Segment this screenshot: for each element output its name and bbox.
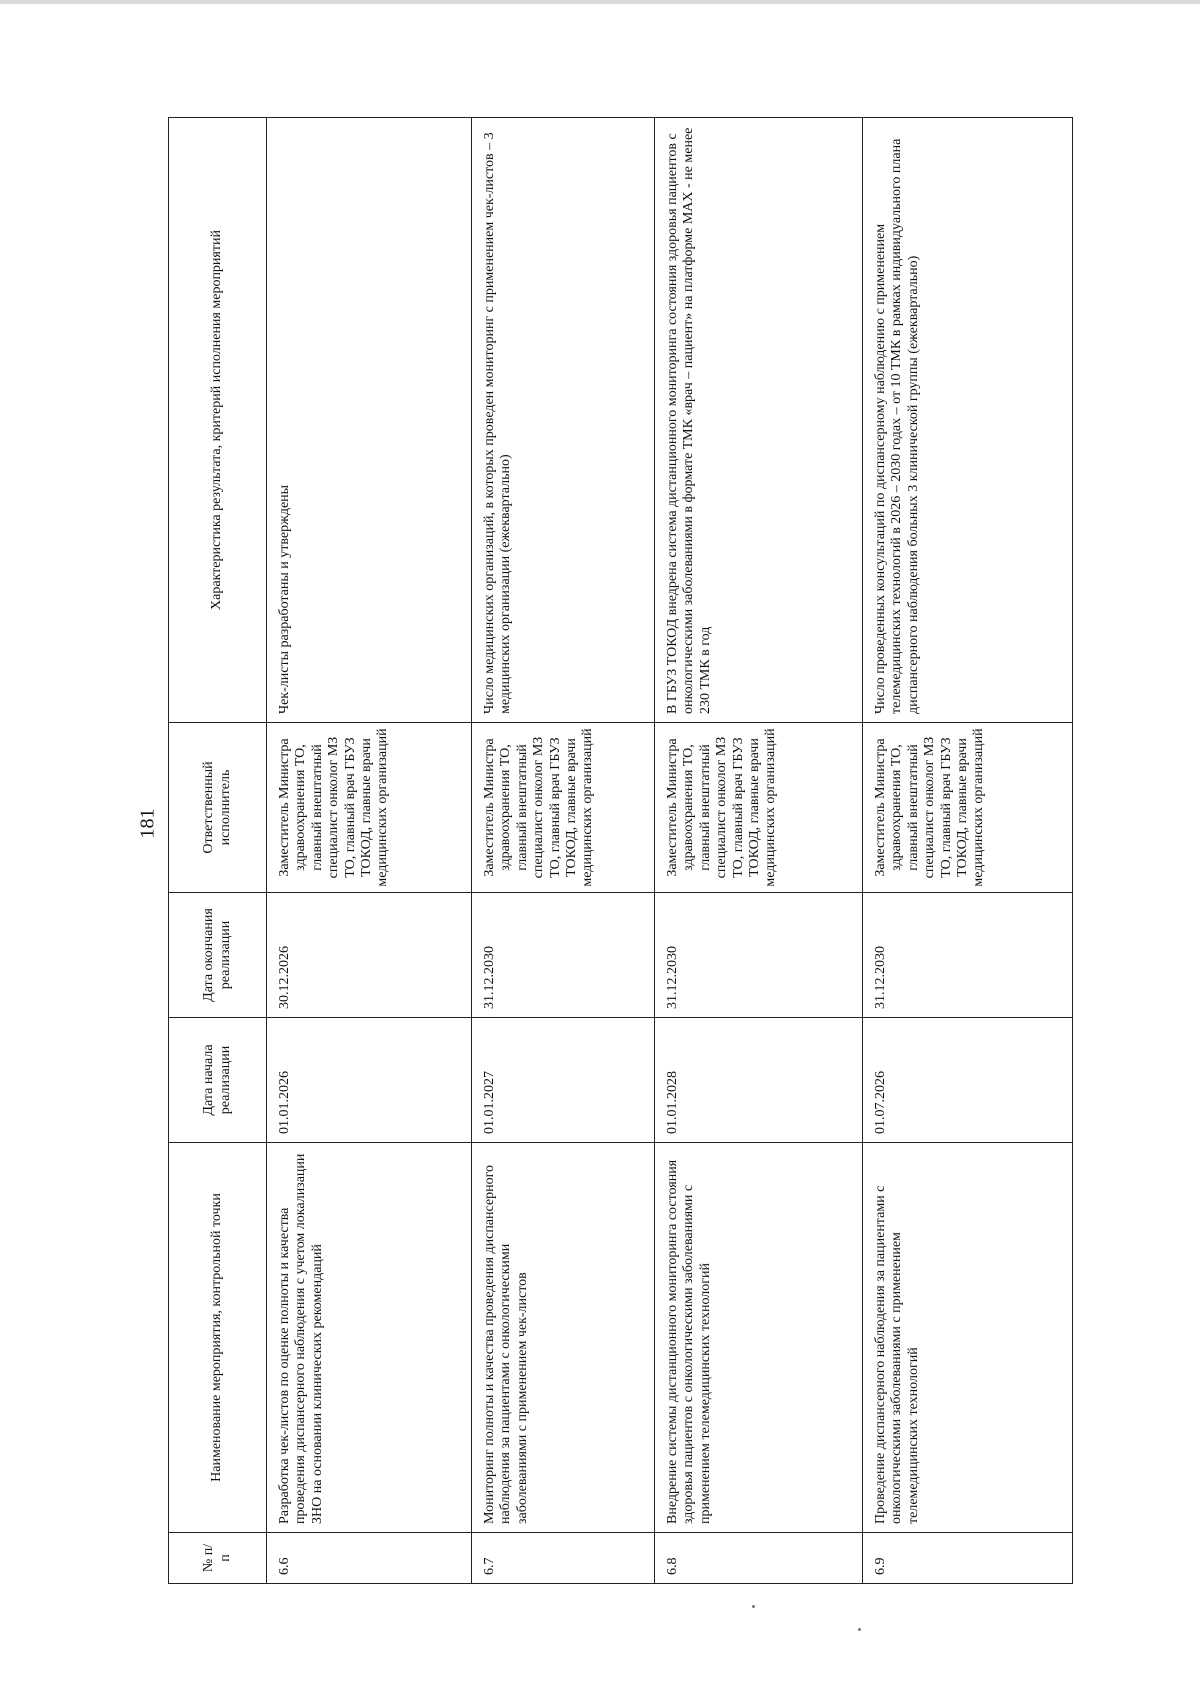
row-criteria: В ГБУЗ ТОКОД внедрена система дистанционного мониторинга состояния здоровья пациентов с онкологическими заболеваниями в формате ТМК «врач – пациент» на платформе MAX - не менее 230 ТМК в год <box>655 118 863 723</box>
table-row <box>472 118 655 1584</box>
table-row <box>863 118 1073 1584</box>
header-name: Наименование мероприятия, контрольной точки <box>169 1143 267 1533</box>
header-num: № п/п <box>169 1533 267 1584</box>
row-start-date: 01.01.2026 <box>267 1018 472 1143</box>
table-row <box>267 118 472 1584</box>
row-start-date: 01.01.2028 <box>655 1018 863 1143</box>
table-container <box>168 118 1072 1584</box>
page-number: 181 <box>136 808 159 839</box>
row-name: Разработка чек-листов по оценке полноты и качества проведения диспансерного наблюдения с учетом локализации ЗНО на основании клинических рекомендаций <box>267 1143 472 1533</box>
table-row <box>655 118 863 1584</box>
row-num: 6.8 <box>655 1533 863 1584</box>
row-end-date: 31.12.2030 <box>863 893 1073 1018</box>
activities-table <box>168 117 1073 1584</box>
row-responsible: Заместитель Министра здравоохранения ТО, главный внештатный специалист онколог МЗ ТО, главный врач ГБУЗ ТОКОД, главные врачи медицинских организаций <box>472 723 655 893</box>
header-responsible: Ответственный исполнитель <box>169 723 267 893</box>
scan-speck <box>752 1605 755 1608</box>
header-end-date: Дата окончания реализации <box>169 893 267 1018</box>
header-criteria: Характеристика результата, критерий исполнения мероприятий <box>169 118 267 723</box>
table-header-row <box>169 118 267 1584</box>
row-criteria: Число медицинских организаций, в которых проведен мониторинг с применением чек-листов – 3 медицинских организации (ежеквартально) <box>472 118 655 723</box>
row-criteria: Число проведенных консультаций по диспансерному наблюдению с применением телемедицинских технологий в 2026 – 2030 годах – от 10 ТМК в рамках индивидуального плана диспансерного наблюдения больных 3 клинической группы (ежеквартально) <box>863 118 1073 723</box>
row-num: 6.7 <box>472 1533 655 1584</box>
row-name: Проведение диспансерного наблюдения за пациентами с онкологическими заболеваниями с применением телемедицинских технологий <box>863 1143 1073 1533</box>
row-end-date: 31.12.2030 <box>472 893 655 1018</box>
row-end-date: 31.12.2030 <box>655 893 863 1018</box>
row-name: Внедрение системы дистанционного мониторинга состояния здоровья пациентов с онкологическими заболеваниями с применением телемедицинских технологий <box>655 1143 863 1533</box>
row-num: 6.9 <box>863 1533 1073 1584</box>
row-num: 6.6 <box>267 1533 472 1584</box>
scan-edge <box>0 0 1200 4</box>
row-start-date: 01.07.2026 <box>863 1018 1073 1143</box>
row-start-date: 01.01.2027 <box>472 1018 655 1143</box>
row-criteria: Чек-листы разработаны и утверждены <box>267 118 472 723</box>
row-responsible: Заместитель Министра здравоохранения ТО, главный внештатный специалист онколог МЗ ТО, главный врач ГБУЗ ТОКОД, главные врачи медицинских организаций <box>863 723 1073 893</box>
row-end-date: 30.12.2026 <box>267 893 472 1018</box>
row-responsible: Заместитель Министра здравоохранения ТО, главный внештатный специалист онколог МЗ ТО, главный врач ГБУЗ ТОКОД, главные врачи медицинских организаций <box>655 723 863 893</box>
row-name: Мониторинг полноты и качества проведения диспансерного наблюдения за пациентами с онкологическими заболеваниями с применением чек-листов <box>472 1143 655 1533</box>
row-responsible: Заместитель Министра здравоохранения ТО, главный внештатный специалист онколог МЗ ТО, главный врач ГБУЗ ТОКОД, главные врачи медицинских организаций <box>267 723 472 893</box>
scan-speck <box>858 1628 861 1631</box>
header-start-date: Дата начала реализации <box>169 1018 267 1143</box>
